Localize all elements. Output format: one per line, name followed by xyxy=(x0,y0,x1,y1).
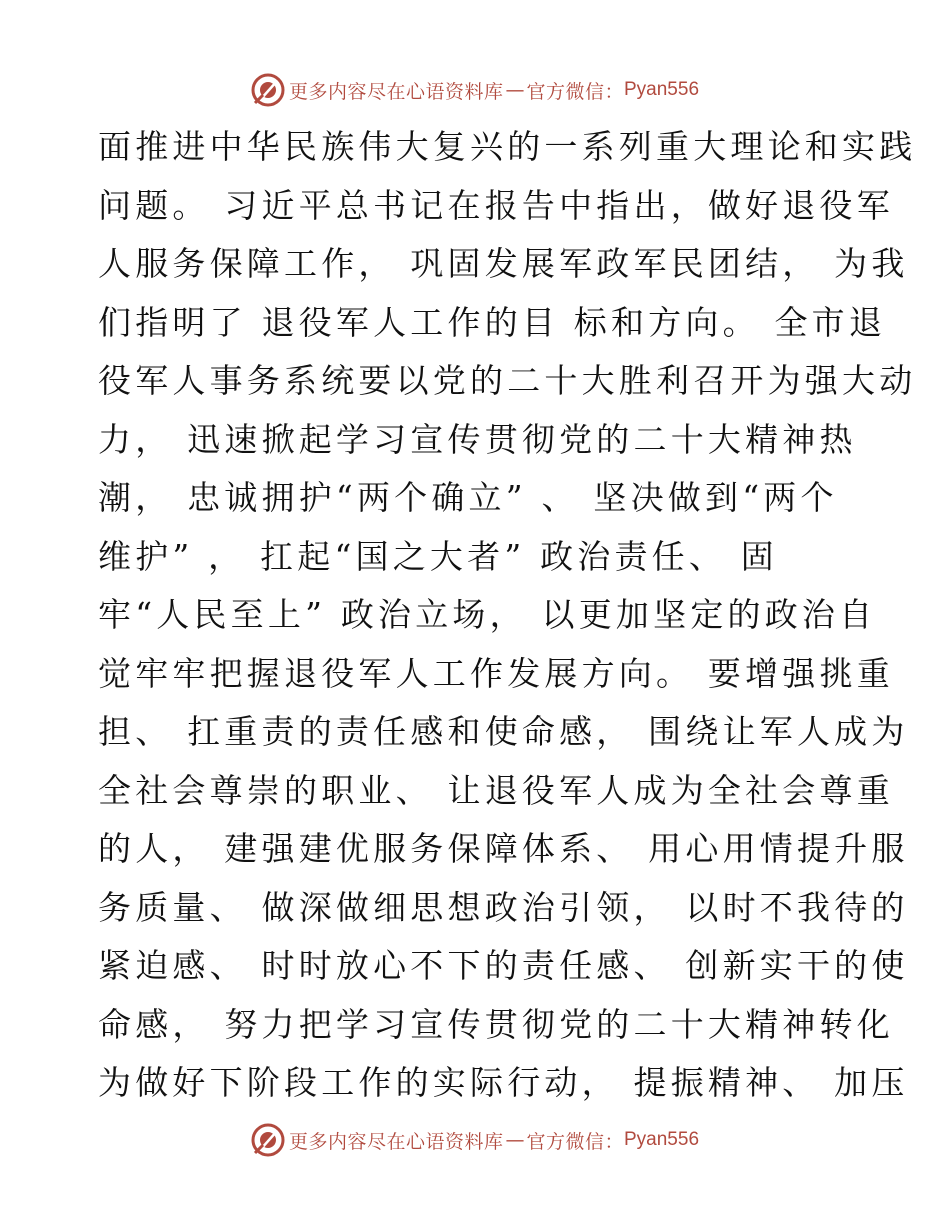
document-body xyxy=(98,118,917,1113)
header-watermark-banner xyxy=(0,70,950,110)
banner-contact-label: 官方微信： xyxy=(526,80,624,103)
banner-separator: — xyxy=(505,79,525,101)
text-line: 人服务保障工作， 巩固发展军政军民团结， 为我 xyxy=(98,244,909,283)
text-line: 觉牢牢把握退役军人工作发展方向。 要增强挑重 xyxy=(98,653,894,693)
text-line: 们指明了 退役军人工作的目 标和方向。 全市退 xyxy=(98,302,887,342)
banner-account: Pyan556 xyxy=(624,79,700,100)
brand-logo-icon xyxy=(251,1123,285,1157)
banner-contact-label: 官方微信： xyxy=(526,1130,624,1153)
text-line: 维护” ， 扛起“国之大者” 政治责任、 固 xyxy=(98,536,778,576)
text-line: 问题。 习近平总书记在报告中指出，做好退役军 xyxy=(98,185,894,225)
text-line: 全社会尊崇的职业、 让退役军人成为全社会尊重 xyxy=(98,770,894,810)
text-line: 潮， 忠诚拥护“两个确立” 、 坚决做到“两个 xyxy=(98,478,838,517)
text-line: 紧迫感、 时时放心不下的责任感、 创新实干的使 xyxy=(98,946,909,985)
brand-logo-icon xyxy=(251,73,285,107)
banner-account: Pyan556 xyxy=(624,1129,700,1150)
text-line: 为做好下阶段工作的实际行动， 提振精神、 加压 xyxy=(98,1063,909,1102)
text-line: 牢“人民至上” 政治立场， 以更加坚定的政治自 xyxy=(98,595,877,634)
footer-watermark-banner xyxy=(0,1120,950,1160)
text-line: 务质量、 做深做细思想政治引领， 以时不我待的 xyxy=(98,887,909,927)
text-line: 命感， 努力把学习宣传贯彻党的二十大精神转化 xyxy=(98,1004,894,1044)
text-line: 的人， 建强建优服务保障体系、 用心用情提升服 xyxy=(98,829,909,868)
banner-title: 更多内容尽在心语资料库 xyxy=(288,1130,504,1153)
text-line: 力， 迅速掀起学习宣传贯彻党的二十大精神热 xyxy=(98,419,857,459)
text-line: 面推进中华民族伟大复兴的一系列重大理论和实践 xyxy=(98,127,917,166)
text-line: 役军人事务系统要以党的二十大胜利召开为强大动 xyxy=(98,361,917,400)
banner-separator: — xyxy=(505,1129,525,1151)
banner-title: 更多内容尽在心语资料库 xyxy=(288,80,504,103)
text-line: 担、 扛重责的责任感和使命感， 围绕让军人成为 xyxy=(98,712,909,751)
